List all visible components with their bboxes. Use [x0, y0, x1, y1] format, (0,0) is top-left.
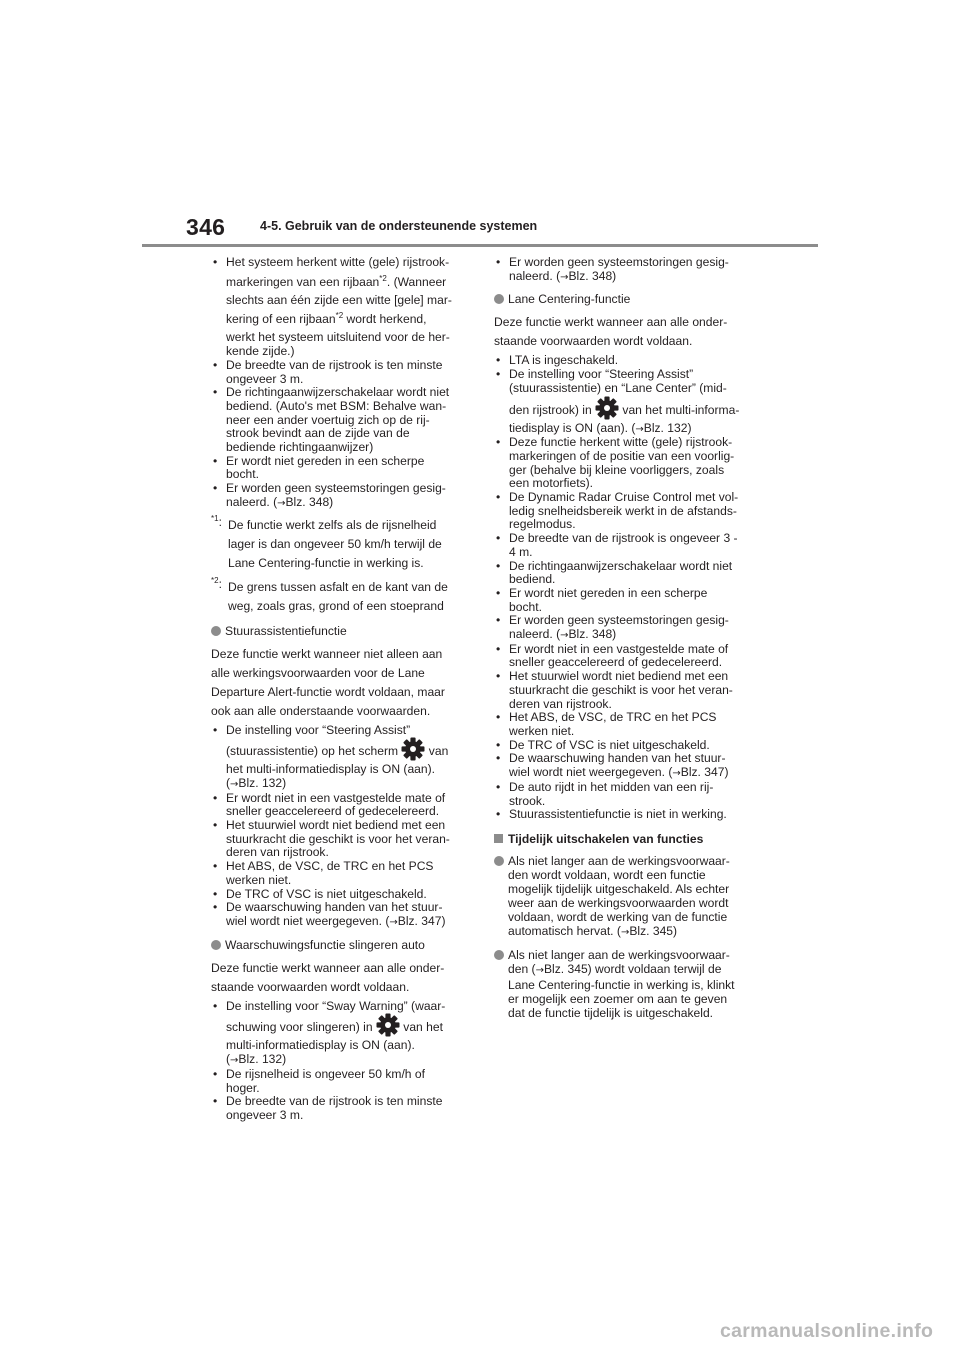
gear-icon [376, 1013, 400, 1037]
list-item: • Het stuurwiel wordt niet bediend met een stuurkracht die geschikt is voor het veran- deren van rijstrook. [494, 670, 749, 711]
list-item: • De breedte van de rijstrook is ten minste ongeveer 3 m. [211, 1095, 466, 1122]
footnote-2: $^{*2}$: De grens tussen asfalt en de kant van de weg, zoals gras, grond of een stoeprand [211, 575, 448, 613]
list-item: • De breedte van de rijstrook is ten minste ongeveer 3 m. [211, 359, 466, 386]
subsection-heading: Waarschuwingsfunctie slingeren auto [211, 938, 466, 952]
list-item: • De TRC of VSC is niet uitgeschakeld. [494, 739, 749, 753]
page-ref-arrow: → [560, 630, 569, 642]
list-item: • LTA is ingeschakeld. [494, 354, 749, 368]
circle-bullet-icon [211, 940, 221, 950]
list-item: • De instelling voor “Sway Warning” (waar- schuwing voor slingeren) in van het multi-informatiedisplay is ON (aan). (→Blz. 132) [211, 1000, 466, 1068]
info-paragraph: Als niet langer aan de werkingsvoorwaar- den wordt voldaan, wordt een functie mogelijk tijdelijk uitgeschakeld. Als echter weer aan de werkingsvoorwaarden wordt voldaan, wordt de werking van de functie automatisch hervat. (→Blz. 345) [494, 854, 749, 940]
page-ref-arrow: → [535, 964, 544, 976]
page-ref-arrow: → [230, 1055, 239, 1067]
paragraph: Deze functie werkt wanneer niet alleen aan alle werkingsvoorwaarden voor de Lane Departure Alert-functie wordt voldaan, maar ook aan alle onderstaande voorwaarden. [211, 646, 445, 718]
section-heading: Tijdelijk uitschakelen van functies [494, 832, 749, 846]
footnote-1: $^{*1}$: De functie werkt zelfs als de rijsnelheid lager is dan ongeveer 50 km/h terwijl de Lane Centering-functie in werking is. [211, 513, 442, 570]
subsection-heading: Lane Centering-functie [494, 292, 749, 306]
list-item: • Het ABS, de VSC, de TRC en het PCS werken niet. [211, 860, 466, 887]
list-item: • De waarschuwing handen van het stuur- wiel wordt niet weergegeven. (→Blz. 347) [211, 901, 466, 929]
list-item: • Het ABS, de VSC, de TRC en het PCS werken niet. [494, 711, 749, 738]
list-item: • De Dynamic Radar Cruise Control met vol- ledig snelheidsbereik werkt in de afstands- regelmodus. [494, 491, 749, 532]
list-item: • De TRC of VSC is niet uitgeschakeld. [211, 888, 466, 902]
list-item: • Er worden geen systeemstoringen gesig- naleerd. (→Blz. 348) [494, 256, 749, 284]
gear-icon [595, 396, 619, 420]
list-item: • De waarschuwing handen van het stuur- wiel wordt niet weergegeven. (→Blz. 347) [494, 752, 749, 780]
subsection-heading: Stuurassistentiefunctie [211, 624, 466, 638]
list-item: • De richtingaanwijzerschakelaar wordt niet bediend. (Auto's met BSM: Behalve wan- neer een ander voertuig zich op de rij- strook bevindt aan de zijde van de bediende richtingaanwijzer) [211, 386, 466, 455]
page-ref-arrow: → [230, 778, 239, 790]
circle-bullet-icon [211, 626, 221, 636]
list-item: • Deze functie herkent witte (gele) rijstrook- markeringen of de positie van een voorlig- ger (behalve bij kleine voorliggers, zoals een motorfiets). [494, 436, 749, 491]
right-column [494, 256, 749, 1020]
list-item: • Het systeem herkent witte (gele) rijstrook- markeringen van een rijbaan$^{*2}$. (Wanneer slechts aan één zijde een witte [gele] mar- kering of een rijbaan$^{*2}$ wordt herkend, werkt het systeem uitsluitend voor de her- kende zijde.) [211, 256, 466, 359]
list-item: • De richtingaanwijzerschakelaar wordt niet bediend. [494, 560, 749, 587]
list-item: • Er wordt niet gereden in een scherpe bocht. [494, 587, 749, 614]
circle-bullet-icon [494, 856, 504, 866]
section-title: 4-5. Gebruik van de ondersteunende systemen [260, 219, 538, 233]
list-item: • Stuurassistentiefunctie is niet in werking. [494, 808, 749, 822]
page-ref-arrow: → [389, 916, 398, 928]
info-paragraph: Als niet langer aan de werkingsvoorwaar- den (→Blz. 345) wordt voldaan terwijl de Lane Centering-functie in werking is, klinkt er mogelijk een zoemer om aan te geven dat de functie tijdelijk is uitgeschakeld. [494, 948, 749, 1020]
list-item: • De instelling voor “Steering Assist” (stuurassistentie) op het scherm van het multi-informatiedisplay is ON (aan). (→Blz. 132) [211, 724, 466, 792]
list-item: • Er wordt niet in een vastgestelde mate of sneller geaccelereerd of gedecelereerd. [494, 643, 749, 670]
list-item: • De breedte van de rijstrook is ongeveer 3 - 4 m. [494, 532, 749, 559]
page-ref-arrow: → [672, 768, 681, 780]
gear-icon [401, 737, 425, 761]
page-ref-arrow: → [277, 497, 286, 509]
list-item: • Er wordt niet in een vastgestelde mate of sneller geaccelereerd of gedecelereerd. [211, 792, 466, 819]
page-ref-arrow: → [635, 423, 644, 435]
list-item: • De auto rijdt in het midden van een rij- strook. [494, 781, 749, 808]
header-rule [142, 244, 818, 247]
list-item: • Er worden geen systeemstoringen gesig- naleerd. (→Blz. 348) [494, 614, 749, 642]
list-item: • De rijsnelheid is ongeveer 50 km/h of hoger. [211, 1068, 466, 1095]
page-ref-arrow: → [560, 271, 569, 283]
list-item: • Het stuurwiel wordt niet bediend met een stuurkracht die geschikt is voor het veran- deren van rijstrook. [211, 819, 466, 860]
left-column [211, 256, 466, 1123]
page-ref-arrow: → [620, 926, 630, 938]
list-item: • Er worden geen systeemstoringen gesig- naleerd. (→Blz. 348) [211, 482, 466, 510]
circle-bullet-icon [494, 950, 504, 960]
list-item: • De instelling voor “Steering Assist” (stuurassistentie) en “Lane Center” (mid- den rijstrook) in van het multi-informa- tiedisplay is ON (aan). (→Blz. 132) [494, 368, 749, 436]
square-bullet-icon [494, 834, 503, 843]
list-item: • Er wordt niet gereden in een scherpe bocht. [211, 455, 466, 482]
paragraph: Deze functie werkt wanneer aan alle onder- staande voorwaarden wordt voldaan. [211, 960, 445, 994]
watermark: carmanualsonline.info [720, 1320, 934, 1342]
paragraph: Deze functie werkt wanneer aan alle onder- staande voorwaarden wordt voldaan. [494, 315, 728, 349]
circle-bullet-icon [494, 294, 504, 304]
page-number: 346 [186, 214, 226, 240]
